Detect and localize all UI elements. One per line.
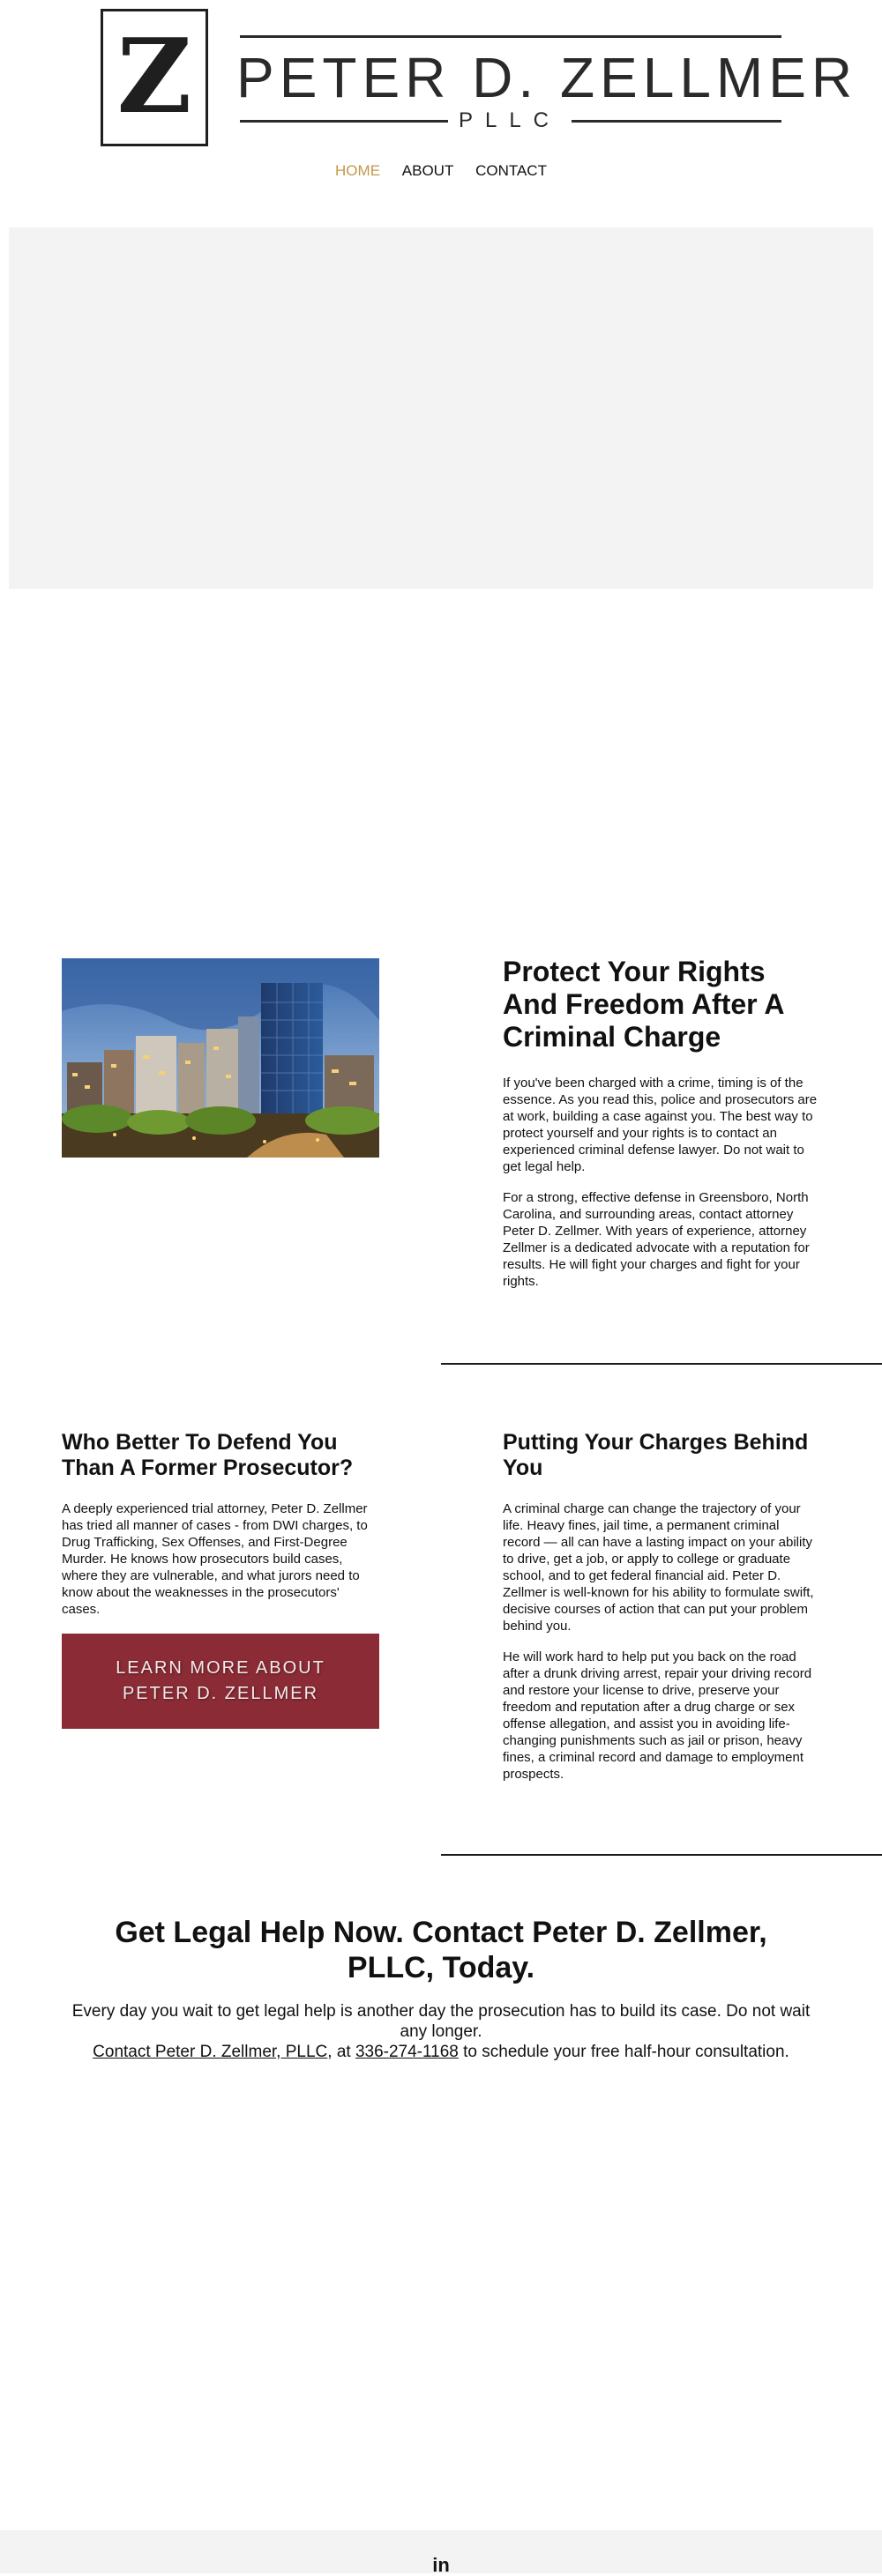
contact-link[interactable]: Contact Peter D. Zellmer, PLLC (93, 2043, 328, 2061)
logo-rule-bottom-right (572, 120, 781, 123)
learn-more-button-label: LEARN MORE ABOUT PETER D. ZELLMER (116, 1658, 325, 1703)
nav-home[interactable]: HOME (335, 162, 381, 179)
section2-right-body (503, 1500, 820, 1783)
nav-about[interactable]: ABOUT (401, 162, 454, 179)
logo-letter: Z (116, 17, 192, 137)
logo-rule-top (240, 35, 781, 38)
section2-left-body (62, 1500, 379, 1618)
phone-link[interactable]: 336-274-1168 (355, 2043, 459, 2061)
section2-right-paragraph: He will work hard to help put you back on the road after a drunk driving arrest, repair your driving record and restore your license to drive, preserve your freedom and reputation after a drug charge or sex offense allegation, and assist you in avoiding life-changing punishments such as jail or prison, heavy fines, a criminal record and damage to employment prospects. (503, 1649, 812, 1782)
city-skyline-image (62, 958, 379, 1158)
logo-name[interactable]: PETER D. ZELLMER (236, 46, 858, 109)
section-divider (441, 1363, 882, 1365)
nav-contact[interactable]: CONTACT (475, 162, 547, 179)
hero-banner (9, 227, 873, 589)
linkedin-icon[interactable]: in (432, 2554, 450, 2576)
logo-rule-bottom-left (240, 120, 448, 123)
section2-left-paragraph: A deeply experienced trial attorney, Peter D. Zellmer has tried all manner of cases - from DWI charges, to Drug Trafficking, Sex Offenses, and First-Degree Murder. He knows how prosecutors build cases, where they are vulnerable, and what jurors need to know about the weaknesses in the prosecutors' cases. (62, 1501, 368, 1617)
section1-paragraph: For a strong, effective defense in Greensboro, North Carolina, and surrounding areas, contact attorney Peter D. Zellmer. With years of experience, attorney Zellmer is a dedicated advocate with a reputation for results. He will fight your charges and fight for your rights. (503, 1190, 810, 1289)
contact-middle: , at (327, 2043, 355, 2061)
section1-paragraph: If you've been charged with a crime, timing is of the essence. As you read this, police and prosecutors are at work, building a case against you. The best way to protect yourself and your rights is to contact an experienced criminal defense lawyer. Do not wait to get legal help. (503, 1076, 818, 1174)
section1-body (503, 1075, 820, 1290)
section2-right-title: Putting Your Charges Behind You (503, 1430, 809, 1480)
section1-text (503, 956, 820, 1290)
contact-line1: Every day you wait to get legal help is another day the prosecution has to build its case. Do not wait any longer. (71, 2002, 811, 2041)
contact-section (62, 1915, 820, 2062)
section-divider (441, 1854, 882, 1856)
city-skyline-illustration (62, 958, 379, 1158)
main-nav (0, 162, 882, 180)
contact-title: Get Legal Help Now. Contact Peter D. Zellmer, PLLC, Today. (115, 1916, 767, 1984)
contact-text (62, 2001, 820, 2062)
section2-right-paragraph: A criminal charge can change the trajectory of your life. Heavy fines, jail time, a permanent criminal record — all can have a lasting impact on your ability to drive, get a job, or apply to college or graduate school, and to get federal financial aid. Peter D. Zellmer is well-known for his ability to formulate swift, decisive courses of action that can put your problem behind you. (503, 1501, 814, 1634)
section2-left (62, 1430, 379, 1618)
section2-right (503, 1430, 820, 1783)
section1-title: Protect Your Rights And Freedom After A Criminal Charge (503, 956, 784, 1053)
section2-left-title: Who Better To Defend You Than A Former Prosecutor? (62, 1430, 354, 1480)
learn-more-button[interactable] (62, 1634, 379, 1729)
contact-end: to schedule your free half-hour consultation. (458, 2043, 789, 2061)
logo-suffix: PLLC (458, 108, 562, 132)
